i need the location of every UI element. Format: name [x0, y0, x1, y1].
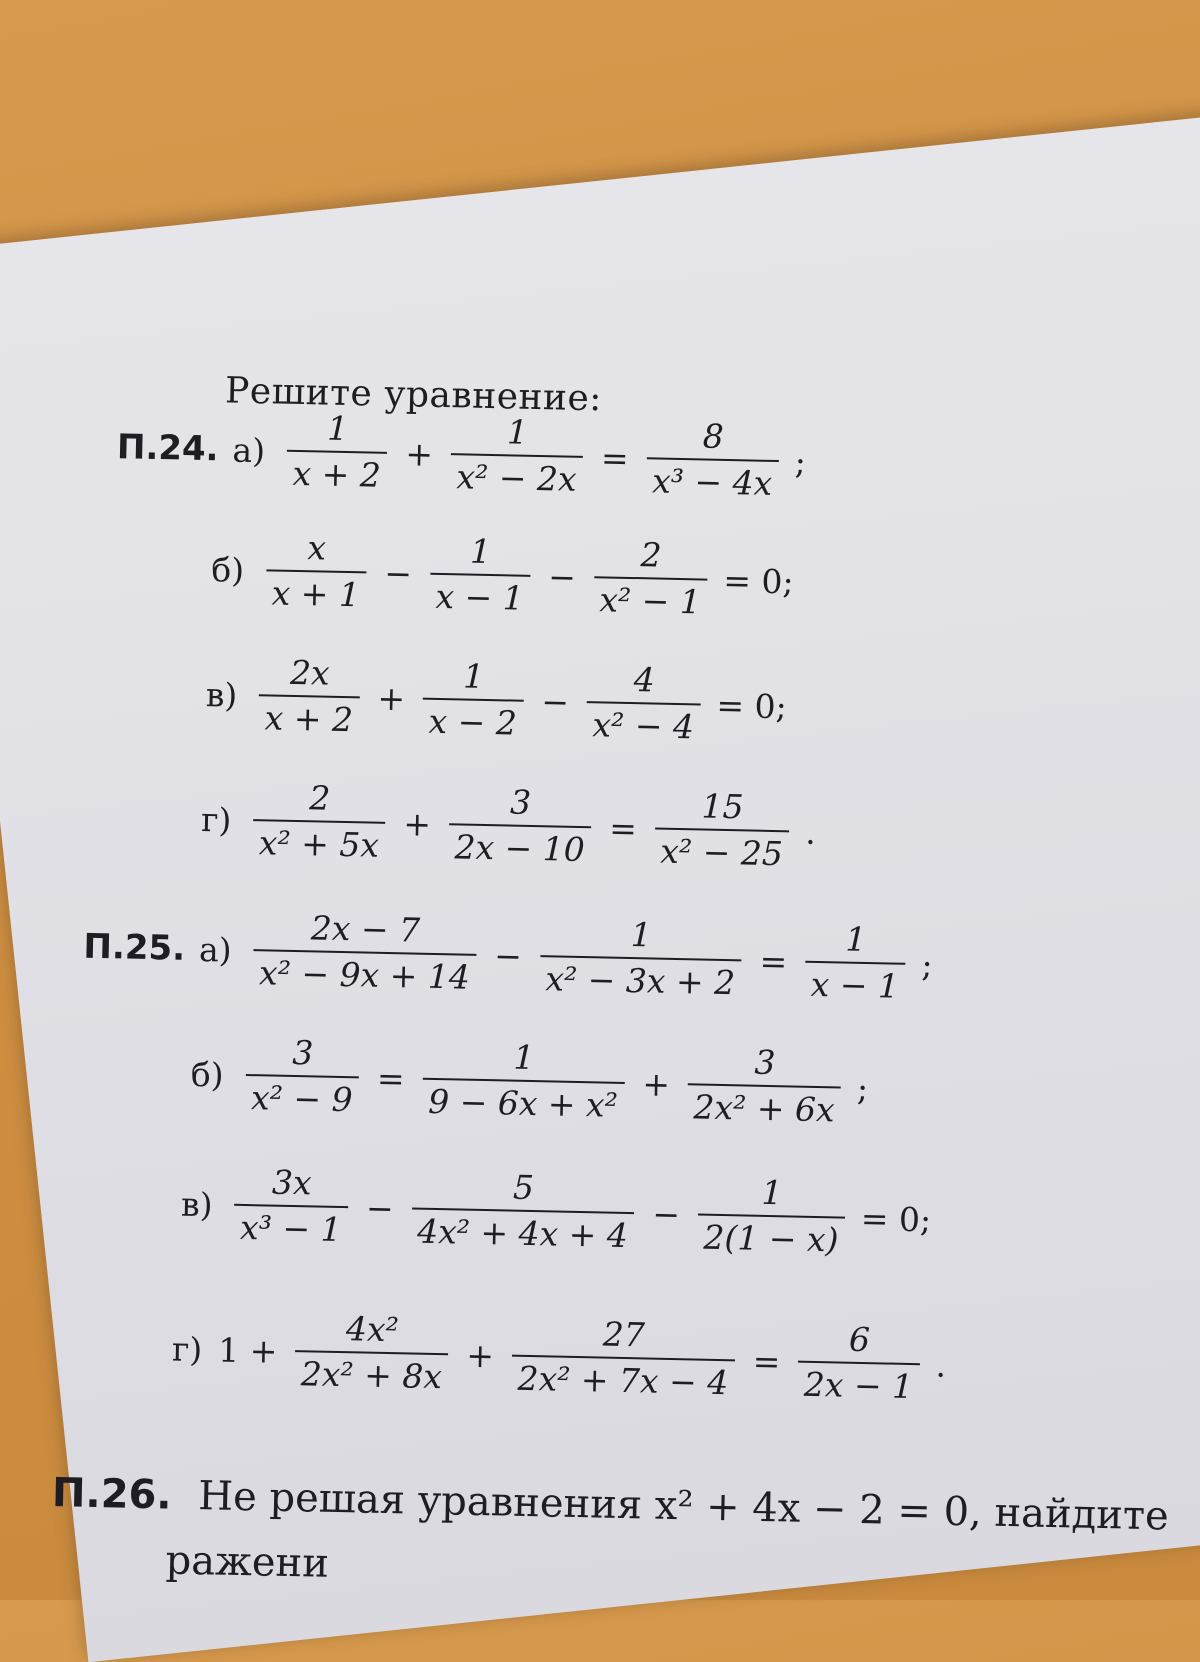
denominator: x + 1 [265, 570, 366, 614]
numerator: 1 [630, 915, 653, 955]
leading-term: 1 + [217, 1330, 278, 1371]
equation-tail: = 0; [716, 685, 788, 727]
equation-p24-v [205, 653, 788, 748]
denominator: x² − 9 [245, 1074, 359, 1119]
numerator: 3x [271, 1162, 312, 1203]
denominator: x + 2 [258, 695, 359, 739]
fraction [448, 783, 592, 869]
item-label: в) [205, 674, 238, 715]
problem-text-continuation: ражени [165, 1537, 330, 1587]
problem-p26 [52, 1470, 1170, 1539]
denominator: x² + 5x [252, 819, 385, 864]
denominator: x² − 9x + 14 [253, 949, 477, 996]
equation-tail: = 0; [860, 1198, 932, 1240]
operator: + [402, 804, 432, 844]
numerator: 1 [326, 408, 349, 449]
fraction [798, 1321, 921, 1406]
problem-number: П.26. [51, 1470, 173, 1519]
numerator: 1 [513, 1037, 535, 1078]
fraction [586, 661, 701, 746]
fraction [286, 410, 388, 495]
equation-tail: ; [794, 442, 807, 482]
fraction [539, 915, 742, 1002]
numerator: 1 [462, 656, 485, 696]
fraction [804, 921, 906, 1006]
denominator: 9 − 6x + x² [422, 1078, 625, 1125]
operator: − [365, 1188, 395, 1228]
fraction [450, 413, 584, 498]
fraction [234, 1164, 349, 1249]
operator: − [540, 681, 570, 722]
fraction [697, 1174, 846, 1260]
operator: + [404, 434, 434, 474]
fraction [295, 1310, 450, 1396]
operator: = [376, 1058, 406, 1099]
equation-p24-a [116, 406, 807, 503]
denominator: 2x² + 6x [687, 1084, 841, 1129]
denominator: 2x² + 8x [295, 1350, 449, 1395]
denominator: x² − 25 [654, 828, 789, 873]
operator: − [547, 557, 577, 597]
fraction [429, 533, 531, 618]
denominator: 2x − 10 [448, 824, 591, 869]
equation-tail: . [935, 1345, 947, 1385]
operator: − [651, 1194, 681, 1234]
numerator: 4x² [345, 1309, 400, 1350]
operator: = [608, 808, 638, 848]
equation-p25-a [83, 906, 934, 1006]
denominator: x + 2 [286, 450, 387, 494]
numerator: 2x [289, 652, 331, 693]
problem-number: П.25. [83, 926, 186, 970]
denominator: x² − 2x [450, 453, 583, 498]
numerator: 27 [602, 1314, 646, 1355]
fraction [646, 417, 780, 502]
denominator: 2x² + 7x − 4 [511, 1355, 735, 1402]
equation-tail: ; [856, 1068, 869, 1108]
problem-number: П.24. [116, 427, 219, 470]
equation-tail: . [804, 812, 817, 852]
equation-p24-g [200, 778, 816, 873]
item-label: г) [171, 1329, 203, 1369]
equation-tail: ; [921, 944, 933, 985]
equation-p24-b [211, 528, 795, 623]
denominator: 4x² + 4x + 4 [411, 1208, 635, 1255]
denominator: x² − 3x + 2 [539, 955, 742, 1002]
numerator: 1 [469, 531, 492, 572]
item-label: б) [190, 1054, 225, 1095]
fraction [265, 529, 367, 614]
item-label: б) [211, 549, 245, 590]
operator: − [383, 553, 413, 594]
problem-text: Не решая уравнения x² + 4x − 2 = 0, найдите [197, 1473, 1170, 1540]
operator: + [641, 1064, 671, 1104]
operator: = [600, 438, 630, 478]
numerator: 6 [848, 1319, 871, 1360]
numerator: 3 [291, 1032, 314, 1073]
denominator: x − 1 [804, 961, 905, 1005]
numerator: 1 [761, 1172, 783, 1213]
fraction [687, 1043, 842, 1129]
denominator: 2x − 1 [798, 1361, 920, 1406]
operator: = [759, 941, 788, 982]
numerator: 8 [702, 416, 725, 456]
item-label: в) [180, 1184, 213, 1225]
denominator: x³ − 1 [234, 1204, 348, 1249]
fraction [511, 1315, 735, 1402]
numerator: 3 [754, 1042, 776, 1083]
numerator: 2 [640, 535, 663, 575]
denominator: x² − 1 [593, 576, 707, 621]
section-heading: Решите уравнение: [224, 370, 603, 420]
denominator: x² − 4 [586, 701, 700, 746]
item-label: а) [232, 430, 266, 471]
numerator: 3 [509, 782, 532, 822]
item-label: а) [198, 929, 233, 970]
numerator: 2x − 7 [310, 908, 421, 950]
numerator: 2 [308, 778, 331, 818]
denominator: 2(1 − x) [697, 1214, 845, 1259]
fraction [411, 1168, 635, 1255]
fraction [252, 779, 386, 864]
operator: + [466, 1335, 495, 1376]
operator: + [377, 678, 406, 719]
fraction [245, 1034, 360, 1119]
denominator: x − 1 [429, 573, 530, 617]
numerator: 5 [512, 1167, 535, 1208]
numerator: 1 [844, 919, 867, 959]
numerator: 15 [701, 786, 745, 827]
numerator: x [307, 528, 327, 568]
numerator: 1 [506, 412, 529, 452]
equation-p25-g [171, 1308, 947, 1407]
fraction [422, 658, 524, 743]
equation-p25-v [180, 1163, 932, 1261]
equation-p25-b [190, 1033, 869, 1130]
numerator: 4 [633, 660, 656, 700]
item-label: г) [200, 799, 232, 840]
fraction [593, 536, 708, 621]
equation-tail: = 0; [722, 560, 795, 602]
fraction [253, 909, 477, 996]
fraction [654, 788, 790, 873]
denominator: x³ − 4x [646, 458, 779, 503]
fraction [422, 1038, 625, 1125]
fraction [258, 654, 360, 739]
operator: = [752, 1341, 781, 1382]
operator: − [493, 935, 523, 976]
denominator: x − 2 [422, 698, 523, 742]
